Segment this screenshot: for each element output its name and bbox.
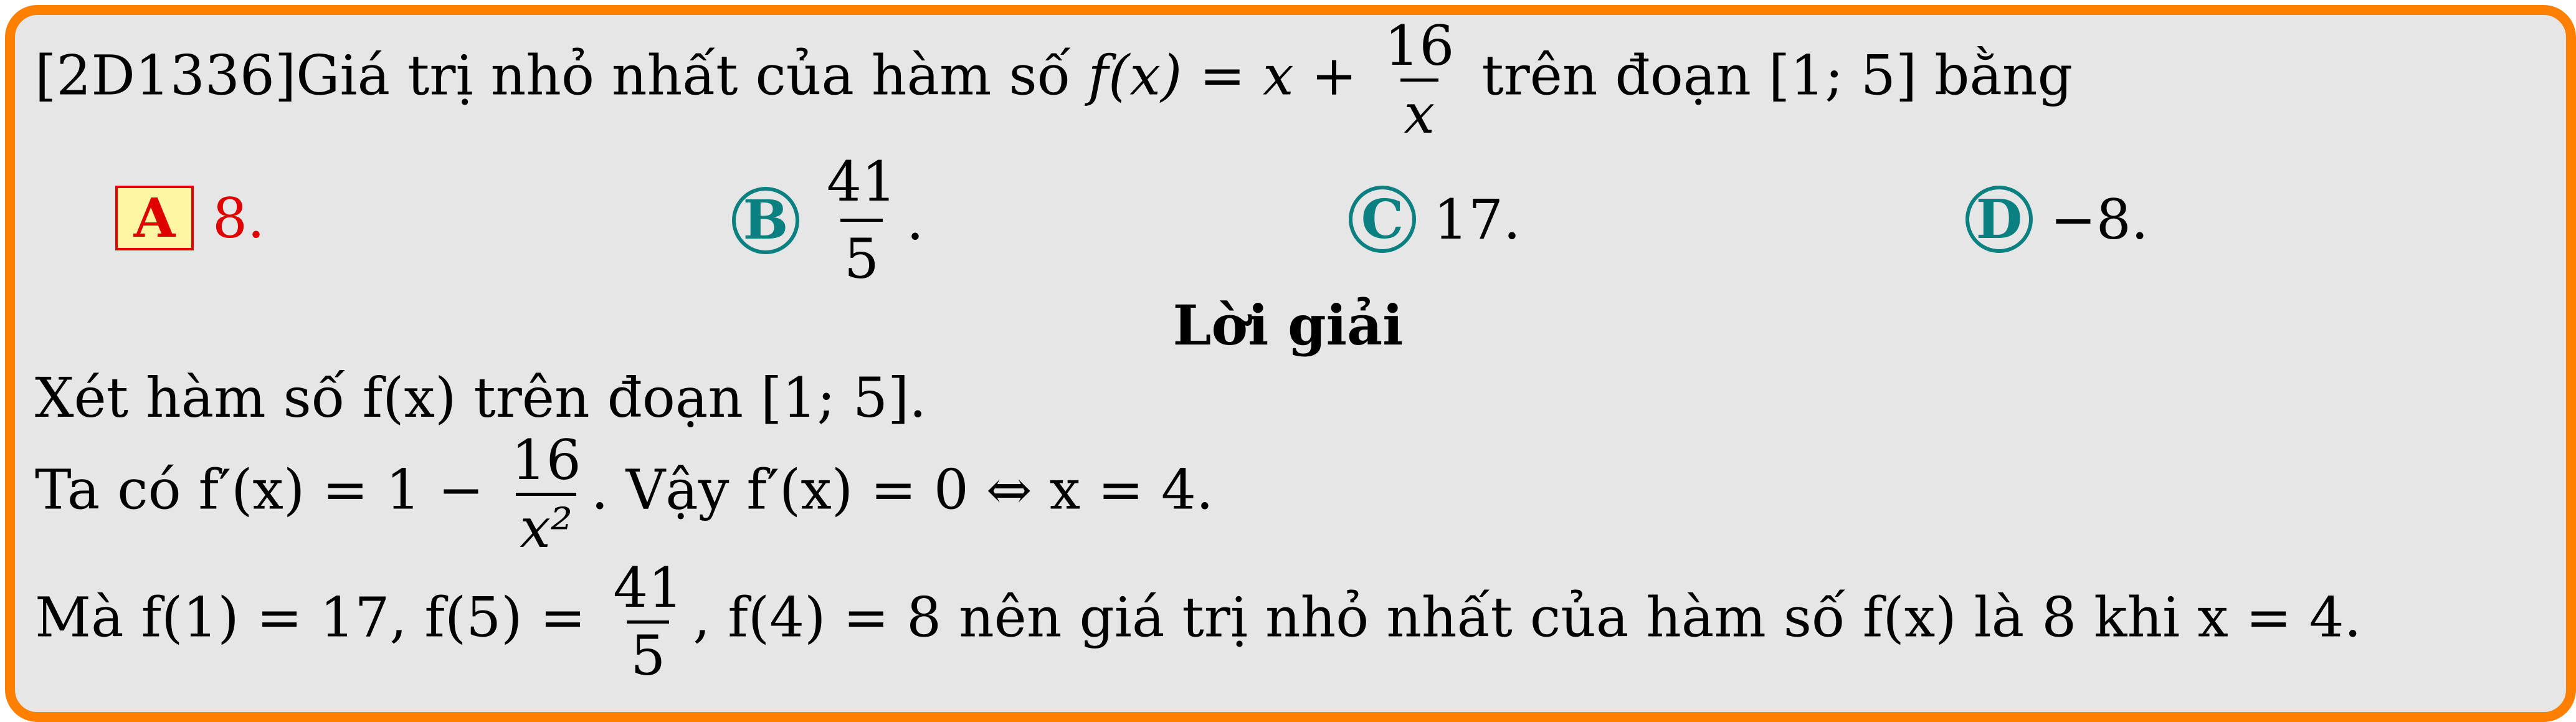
question-function: f(x) = x + xyxy=(1088,43,1357,108)
option-b-fraction xyxy=(823,150,900,291)
solution-line-2-denominator: x² xyxy=(516,493,576,556)
solution-line-2-end: . Vậy f′(x) = 0 ⇔ x = 4. xyxy=(591,457,1214,522)
option-d-badge: D xyxy=(1965,186,2033,253)
solution-line-2-numerator: 16 xyxy=(511,428,581,492)
option-b[interactable] xyxy=(732,150,924,291)
question-code: [2D1336] xyxy=(35,43,297,108)
solution-line-2-fraction xyxy=(508,428,585,560)
solution-heading: Lời giải xyxy=(1172,293,1404,358)
option-a-value: 8. xyxy=(212,186,265,250)
solution-line-2-start: Ta có f′(x) = 1 − xyxy=(35,457,484,522)
solution-line-3-start: Mà f(1) = 17, f(5) = xyxy=(35,585,586,650)
solution-line-2 xyxy=(35,428,1214,560)
solution-line-3 xyxy=(35,556,2362,688)
option-b-badge: B xyxy=(732,187,799,254)
solution-line-3-numerator: 41 xyxy=(613,556,683,620)
solution-line-3-end: , f(4) = 8 nên giá trị nhỏ nhất của hàm số f(x) là 8 khi x = 4. xyxy=(693,585,2362,650)
option-b-tail: . xyxy=(906,188,924,252)
question-fraction-denominator: x xyxy=(1400,78,1439,141)
question-fraction xyxy=(1381,14,1458,146)
solution-line-1: Xét hàm số f(x) trên đoạn [1; 5]. xyxy=(35,366,927,430)
solution-line-3-denominator: 5 xyxy=(627,620,669,683)
option-d[interactable] xyxy=(1965,186,2149,253)
solution-line-3-fraction xyxy=(609,556,687,688)
question-suffix: trên đoạn [1; 5] bằng xyxy=(1481,43,2073,108)
option-c-value: 17. xyxy=(1433,187,1521,252)
question-line xyxy=(35,14,2073,146)
option-a-badge: A xyxy=(115,186,194,250)
question-fraction-numerator: 16 xyxy=(1384,14,1455,78)
option-c[interactable] xyxy=(1349,186,1521,253)
option-b-denominator: 5 xyxy=(840,219,883,291)
option-a[interactable] xyxy=(115,186,265,250)
option-b-numerator: 41 xyxy=(827,150,896,214)
option-c-badge: C xyxy=(1349,186,1416,253)
option-d-value: −8. xyxy=(2050,187,2149,252)
question-prefix: Giá trị nhỏ nhất của hàm số xyxy=(296,43,1071,108)
